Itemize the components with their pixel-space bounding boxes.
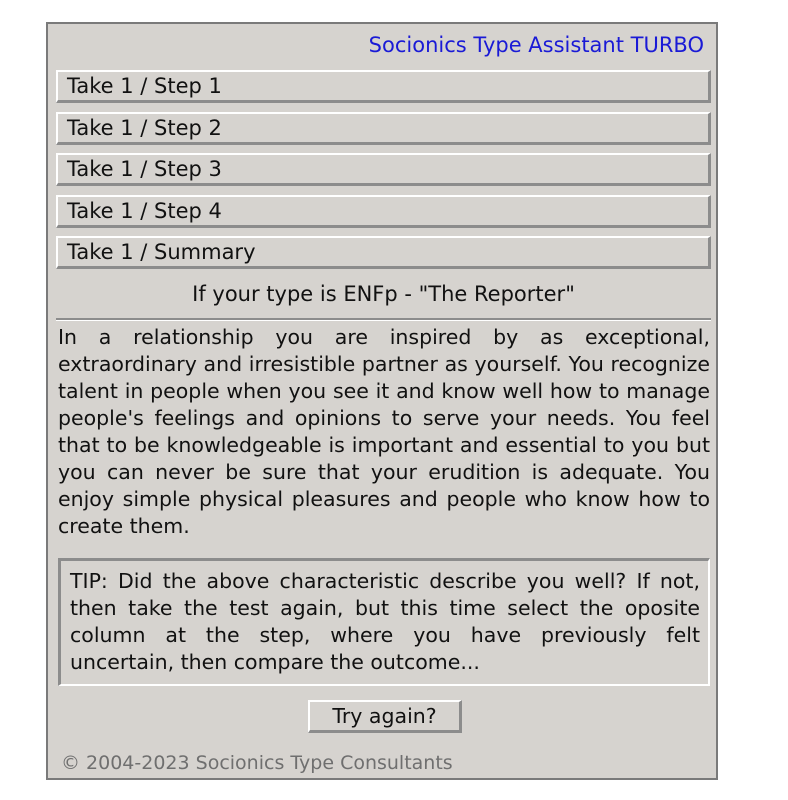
step-take1-step4[interactable]: Take 1 / Step 4 [56,195,711,228]
copyright-footer: © 2004-2023 Socionics Type Consultants [61,752,453,774]
type-heading: If your type is ENFp - "The Reporter" [192,282,575,306]
step-take1-summary[interactable]: Take 1 / Summary [56,236,711,269]
tip-box [58,558,710,686]
app-title: Socionics Type Assistant TURBO [368,33,704,57]
step-take1-step1[interactable]: Take 1 / Step 1 [56,70,711,103]
step-take1-step2[interactable]: Take 1 / Step 2 [56,112,711,145]
tip-text: TIP: Did the above characteristic describe you well? If not, then take the test again, but this time select the oposite column at the step, where you have previously felt uncertain, then compare the outcome... [70,569,700,674]
try-again-button[interactable]: Try again? [308,700,462,733]
divider [56,318,711,321]
assistant-panel [46,22,718,780]
step-take1-step3[interactable]: Take 1 / Step 3 [56,153,711,186]
type-description: In a relationship you are inspired by as exceptional, extraordinary and irresistible partner as yourself. You recognize talent in people when you see it and know well how to manage people's feelings and opinions to serve your needs. You feel that to be knowledgeable is important and essential to you but you can never be sure that your erudition is adequate. You enjoy simple physical pleasures and people who know how to create them. [58,325,710,538]
